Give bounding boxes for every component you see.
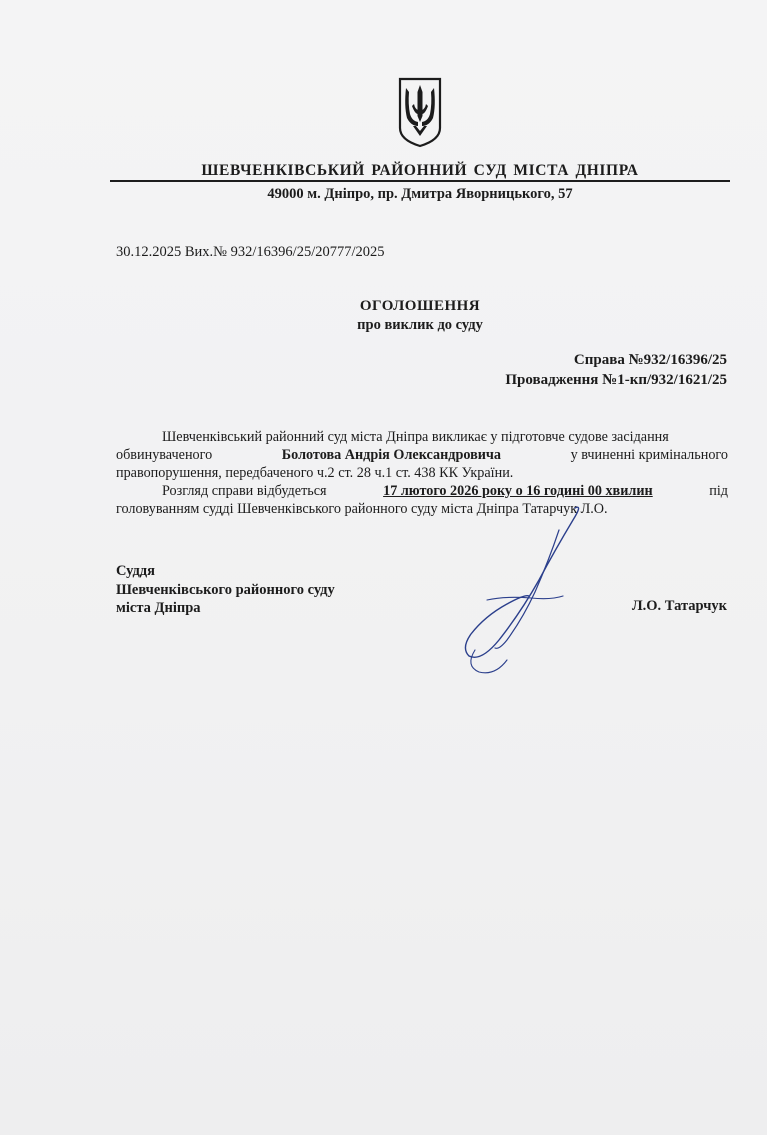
body-line-5 xyxy=(116,500,728,518)
body-line-2 xyxy=(116,446,728,464)
body-text-segment: Розгляд справи відбудеться xyxy=(162,483,327,499)
proceeding-number: Провадження №1-кп/932/1621/25 xyxy=(505,372,727,388)
court-address: 49000 м. Дніпро, пр. Дмитра Яворницького, 57 xyxy=(267,186,573,202)
body-text-segment: Шевченківський районний суд міста Дніпра викликає у підготовче судове засідання xyxy=(162,429,669,445)
hearing-datetime: 17 лютого 2026 року о 16 годині 00 хвилин xyxy=(383,483,653,499)
body-line-4 xyxy=(116,482,728,500)
header-divider xyxy=(110,180,730,182)
signer-title-line: Шевченківського районного суду xyxy=(116,581,335,598)
handwritten-signature xyxy=(455,500,595,680)
signer-name: Л.О. Татарчук xyxy=(631,598,727,614)
body-text-segment: правопорушення, передбаченого ч.2 ст. 28 ч.1 ст. 438 КК України. xyxy=(116,465,514,481)
signer-title-line: Суддя xyxy=(116,563,155,579)
case-number: Справа №932/16396/25 xyxy=(573,352,727,368)
body-line-3 xyxy=(116,464,728,482)
signer-title-line: міста Дніпра xyxy=(116,600,201,616)
outgoing-reference: 30.12.2025 Вих.№ 932/16396/25/20777/2025 xyxy=(116,244,385,260)
signer-title xyxy=(116,562,335,618)
document-subtitle: про виклик до суду xyxy=(357,317,483,333)
body-text-segment: обвинуваченого xyxy=(116,447,213,463)
trident-emblem-icon xyxy=(397,76,443,148)
body-line-1 xyxy=(116,428,728,446)
document-title: ОГОЛОШЕННЯ xyxy=(359,298,481,314)
body-text-segment: у вчиненні кримінального xyxy=(570,447,728,463)
defendant-name: Болотова Андрія Олександровича xyxy=(281,447,502,463)
announcement-body xyxy=(116,428,728,518)
body-text-segment: під xyxy=(709,483,728,499)
body-text-segment: головуванням судді Шевченківського районного суду міста Дніпра Татарчук Л.О. xyxy=(116,501,608,517)
court-name: ШЕВЧЕНКІВСЬКИЙ РАЙОННИЙ СУД МІСТА ДНІПРА xyxy=(201,162,639,179)
